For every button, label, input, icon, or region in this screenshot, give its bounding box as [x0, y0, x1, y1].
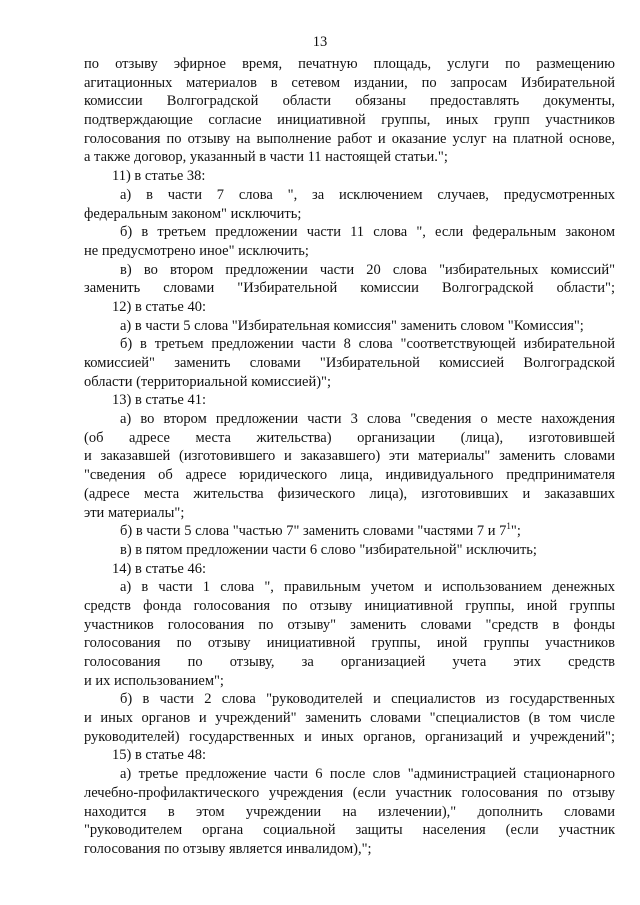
text-line-content: и иных органов и учреждений" заменить словами "специалистов (в том числе — [84, 710, 615, 727]
text-line-content: голосования по отзыву инициативной группы, иной группы участников — [84, 635, 615, 652]
superscript: 1 — [506, 521, 511, 532]
text-line-content: и их использованием"; — [84, 672, 224, 689]
text-line-content: области (территориальной комиссией)"; — [84, 373, 331, 390]
text-line-content: (об адресе места жительства) организации (лица), изготовившей — [84, 429, 615, 446]
text-line-content: "сведения об адресе юридического лица, индивидуального предпринимателя — [84, 467, 615, 484]
text-line-content: 12) в статье 40: — [112, 298, 206, 315]
text-line-content: 11) в статье 38: — [112, 168, 206, 185]
text-line — [84, 111, 615, 130]
text-line-tail: "; — [510, 523, 521, 540]
text-line-content: агитационных материалов в сетевом издании, по запросам Избирательной — [84, 74, 615, 91]
text-line — [84, 261, 615, 280]
text-line — [84, 653, 615, 672]
text-line — [84, 616, 615, 635]
text-line-content: заменить словами "Избирательной комиссии Волгоградской области"; — [84, 280, 615, 297]
text-line — [84, 466, 615, 485]
text-line — [84, 55, 615, 74]
text-line-content: участников голосования по отзыву" заменить словами "средств в фонды — [84, 616, 615, 633]
text-line — [84, 223, 615, 242]
text-line — [84, 205, 615, 224]
text-line-content: б) в третьем предложении части 11 слова ", если федеральным законом — [120, 224, 615, 241]
text-line — [84, 840, 615, 859]
text-line — [84, 148, 615, 167]
text-line — [84, 447, 615, 466]
text-line-content: б) в третьем предложении части 8 слова "соответствующей избирательной — [120, 336, 615, 353]
text-line — [84, 672, 615, 691]
text-line-content: в) во втором предложении части 20 слова "избирательных комиссий" — [120, 261, 615, 278]
text-line-content: а) во втором предложении части 3 слова "сведения о месте нахождения — [120, 411, 615, 428]
text-line-content: руководителей) государственных и иных органов, организаций и учреждений"; — [84, 728, 615, 745]
text-line — [84, 373, 615, 392]
text-line-content: (адресе места жительства физического лица), изготовивших и заказавших — [84, 485, 615, 502]
text-line — [84, 690, 615, 709]
text-line — [84, 335, 615, 354]
text-line — [84, 279, 615, 298]
text-line — [84, 784, 615, 803]
text-line-content: б) в части 2 слова "руководителей и специалистов из государственных — [120, 691, 615, 708]
text-line-content: 13) в статье 41: — [112, 392, 206, 409]
text-line — [84, 765, 615, 784]
text-line-content: подтверждающие согласие инициативной группы, иных групп участников — [84, 112, 615, 129]
text-line — [84, 522, 615, 541]
text-line-content: 14) в статье 46: — [112, 560, 206, 577]
text-line-content: а) третье предложение части 6 после слов "администрацией стационарного — [120, 766, 615, 783]
text-line-content: федеральным законом" исключить; — [84, 205, 302, 222]
text-line — [84, 92, 615, 111]
text-line — [84, 74, 615, 93]
text-line-content: б) в части 5 слова "частью 7" заменить словами "частями 7 и 7 — [120, 523, 507, 540]
text-line — [84, 728, 615, 747]
text-line — [84, 560, 615, 579]
document-body — [84, 55, 615, 859]
text-line — [84, 746, 615, 765]
text-line-content: а также договор, указанный в части 11 настоящей статьи."; — [84, 149, 448, 166]
text-line — [84, 186, 615, 205]
text-line — [84, 167, 615, 186]
text-line — [84, 597, 615, 616]
text-line — [84, 391, 615, 410]
text-line — [84, 634, 615, 653]
text-line-content: голосования по отзыву на выполнение работ и оказание услуг на платной основе, — [84, 130, 615, 147]
text-line — [84, 298, 615, 317]
text-line-content: по отзыву эфирное время, печатную площадь, услуги по размещению — [84, 56, 615, 72]
text-line — [84, 242, 615, 261]
text-line — [84, 130, 615, 149]
text-line-content: голосования по отзыву, за организацией учета этих средств — [84, 654, 615, 670]
text-line-content: эти материалы"; — [84, 504, 185, 521]
text-line-content: "руководителем органа социальной защиты населения (если участник — [84, 822, 615, 839]
text-line-content: а) в части 1 слова ", правильным учетом и использованием денежных — [120, 579, 615, 596]
text-line — [84, 429, 615, 448]
text-line — [84, 410, 615, 429]
text-line — [84, 709, 615, 728]
text-line-content: лечебно-профилактического учреждения (если участник голосования по отзыву — [84, 784, 615, 801]
page-number: 13 — [312, 34, 328, 50]
text-line — [84, 578, 615, 597]
text-line — [84, 485, 615, 504]
text-line — [84, 803, 615, 822]
text-line-content: а) в части 7 слова ", за исключением случаев, предусмотренных — [120, 186, 615, 203]
text-line — [84, 541, 615, 560]
text-line-content: средств фонда голосования по отзыву инициативной группы, иной группы — [84, 597, 615, 614]
text-line — [84, 504, 615, 523]
text-line — [84, 354, 615, 373]
text-line-content: голосования по отзыву является инвалидом),"; — [84, 840, 372, 857]
text-line-content: и заказавшей (изготовившего и заказавшего) эти материалы" заменить словами — [84, 448, 615, 465]
text-line-content: а) в части 5 слова "Избирательная комиссия" заменить словом "Комиссия"; — [120, 317, 584, 334]
text-line-content: комиссии Волгоградской области обязаны предоставлять документы, — [84, 93, 615, 110]
text-line-content: 15) в статье 48: — [112, 747, 206, 764]
text-line-content: комиссией" заменить словами "Избирательной комиссией Волгоградской — [84, 355, 615, 371]
text-line — [84, 821, 615, 840]
text-line-content: не предусмотрено иное" исключить; — [84, 242, 309, 259]
text-line-content: в) в пятом предложении части 6 слово "избирательной" исключить; — [120, 541, 537, 558]
text-line — [84, 317, 615, 336]
text-line-content: находится в этом учреждении на излечении)," дополнить словами — [84, 803, 615, 820]
